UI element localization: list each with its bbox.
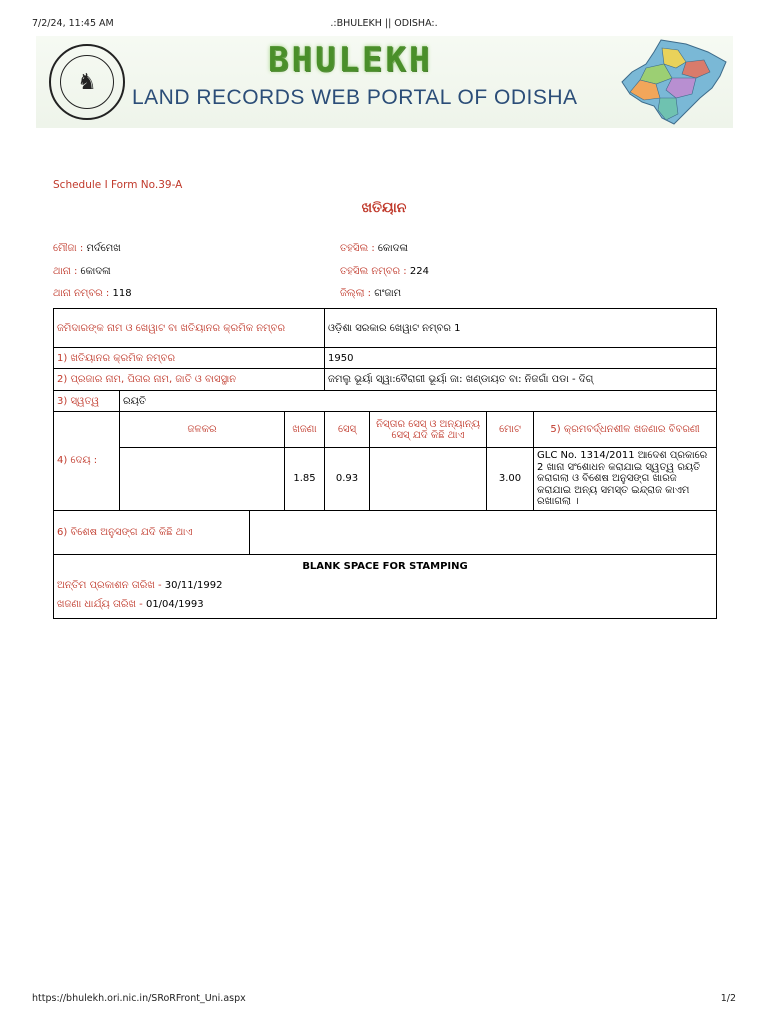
mota-header: ମୋଟ	[487, 412, 534, 448]
serial-label: 1) ଖତିୟାନର କ୍ରମିକ ନମ୍ବର	[54, 348, 325, 369]
print-page-title: .:BHULEKH || ODISHA:.	[330, 18, 438, 29]
final-publication-label: ଅନ୍ତିମ ପ୍ରକାଶନ ତାରିଖ -	[57, 579, 162, 591]
tahasil-number-info	[340, 266, 429, 277]
right-row	[54, 391, 717, 412]
thana-info	[53, 266, 111, 277]
right-label: 3) ସ୍ୱତ୍ୱ	[54, 391, 120, 412]
final-publication-value: 30/11/1992	[164, 579, 223, 591]
thana-number-label: ଥାନା ନମ୍ବର :	[53, 288, 110, 299]
tenant-value: ଜମଲୁ ଭୂର୍ୟା ସ୍ୱା:ବୈରାଗୀ ଭୂର୍ୟା ଜା: ଖଣ୍ଡାୟତ ବା: ନିଜଗାଁ ପଡା - ଦିଗ୍	[325, 369, 717, 391]
portal-title: LAND RECORDS WEB PORTAL OF ODISHA	[132, 86, 578, 109]
dues-header-row	[54, 412, 717, 448]
tahasil-number-label: ତହସିଲ ନମ୍ବର :	[340, 266, 407, 277]
thana-number-value: 118	[112, 288, 132, 299]
portal-banner	[36, 36, 733, 128]
thana-number-info	[53, 288, 132, 299]
tahasil-info	[340, 243, 408, 254]
khatiyan-table	[53, 308, 717, 619]
mouza-info	[53, 243, 121, 254]
print-datetime: 7/2/24, 11:45 AM	[32, 18, 114, 29]
odisha-seal-icon: ♞	[49, 44, 125, 120]
mouza-label: ମୌଜା :	[53, 243, 84, 254]
khajana-value: 1.85	[285, 448, 325, 511]
document-title: ଖତିୟାନ	[361, 200, 407, 216]
landlord-value: ଓଡ଼ିଶା ସରକାର ଖେୱାଟ ନମ୍ବର 1	[325, 309, 717, 348]
form-number: Schedule I Form No.39-A	[53, 179, 183, 191]
serial-row	[54, 348, 717, 369]
print-url: https://bhulekh.ori.nic.in/SRoRFront_Uni.aspx	[32, 993, 246, 1004]
special-value	[250, 510, 717, 554]
khajana-header: ଖଜଣା	[285, 412, 325, 448]
dues-value-row	[54, 448, 717, 511]
tahasil-label: ତହସିଲ :	[340, 243, 375, 254]
district-value: ଗଂଜାମ	[374, 288, 402, 299]
stamp-title: BLANK SPACE FOR STAMPING	[302, 560, 468, 572]
landlord-label: ଜମିଦାରଙ୍କ ନାମ ଓ ଖେୱାଟ ବା ଖତିୟାନର କ୍ରମିକ ନମ୍ବର	[54, 309, 325, 348]
nistar-value	[370, 448, 487, 511]
right-value: ରୟତି	[120, 391, 717, 412]
tenant-row	[54, 369, 717, 391]
remarks-value: GLC No. 1314/2011 ଆଦେଶ ପ୍ରକାରେ 2 ଖାନା ସଂଶୋଧନ କରାଯାଇ ସ୍ୱତ୍ୱ ରୟତି କରାଗଲା ଓ ବିଶେଷ ଅନୁସଙ୍ଗ ଖାରଜ କରାଯାଇ ଅନ୍ୟ ସମସ୍ତ ଇନ୍ଦ୍ରାଜ କାଏମ ରଖାଗଲା ।	[534, 448, 717, 511]
dues-label: 4) ଦେୟ :	[54, 412, 120, 511]
ses-header: ସେସ୍	[325, 412, 370, 448]
special-row	[54, 510, 717, 554]
mouza-value: ମର୍ଦମେଖ	[86, 243, 121, 254]
thana-value: କୋଦଳା	[80, 266, 111, 277]
jalakara-value	[120, 448, 285, 511]
odisha-map-icon	[616, 38, 731, 128]
khajana-date	[57, 599, 713, 610]
nistar-header: ନିସ୍ତାର ସେସ୍ ଓ ଅନ୍ୟାନ୍ୟ ସେସ୍ ଯଦି କିଛି ଥାଏ	[370, 412, 487, 448]
district-info	[340, 288, 401, 299]
khajana-date-value: 01/04/1993	[145, 598, 204, 610]
khajana-date-label: ଖଜଣା ଧାର୍ଯ୍ୟ ତାରିଖ -	[57, 598, 143, 610]
serial-value: 1950	[325, 348, 717, 369]
final-publication	[57, 580, 713, 591]
print-page-number: 1/2	[720, 993, 736, 1004]
thana-label: ଥାନା :	[53, 266, 78, 277]
jalakara-header: ଜଳକର	[120, 412, 285, 448]
tahasil-number-value: 224	[409, 266, 429, 277]
ses-value: 0.93	[325, 448, 370, 511]
tenant-label: 2) ପ୍ରଜାର ନାମ, ପିତାର ନାମ, ଜାତି ଓ ବାସସ୍ଥାନ	[54, 369, 325, 391]
remarks-header: 5) କ୍ରମବର୍ଦ୍ଧନଶୀଳ ଖଜଣାର ବିବରଣୀ	[534, 412, 717, 448]
landlord-row	[54, 309, 717, 348]
tahasil-value: କୋଦଳା	[377, 243, 408, 254]
mota-value: 3.00	[487, 448, 534, 511]
special-label: 6) ବିଶେଷ ଅନୁସଙ୍ଗ ଯଦି କିଛି ଥାଏ	[54, 510, 250, 554]
stamp-row	[54, 554, 717, 618]
district-label: ଜିଲ୍ଲା :	[340, 288, 372, 299]
bhulekh-logo: BHULEKH	[268, 40, 433, 80]
